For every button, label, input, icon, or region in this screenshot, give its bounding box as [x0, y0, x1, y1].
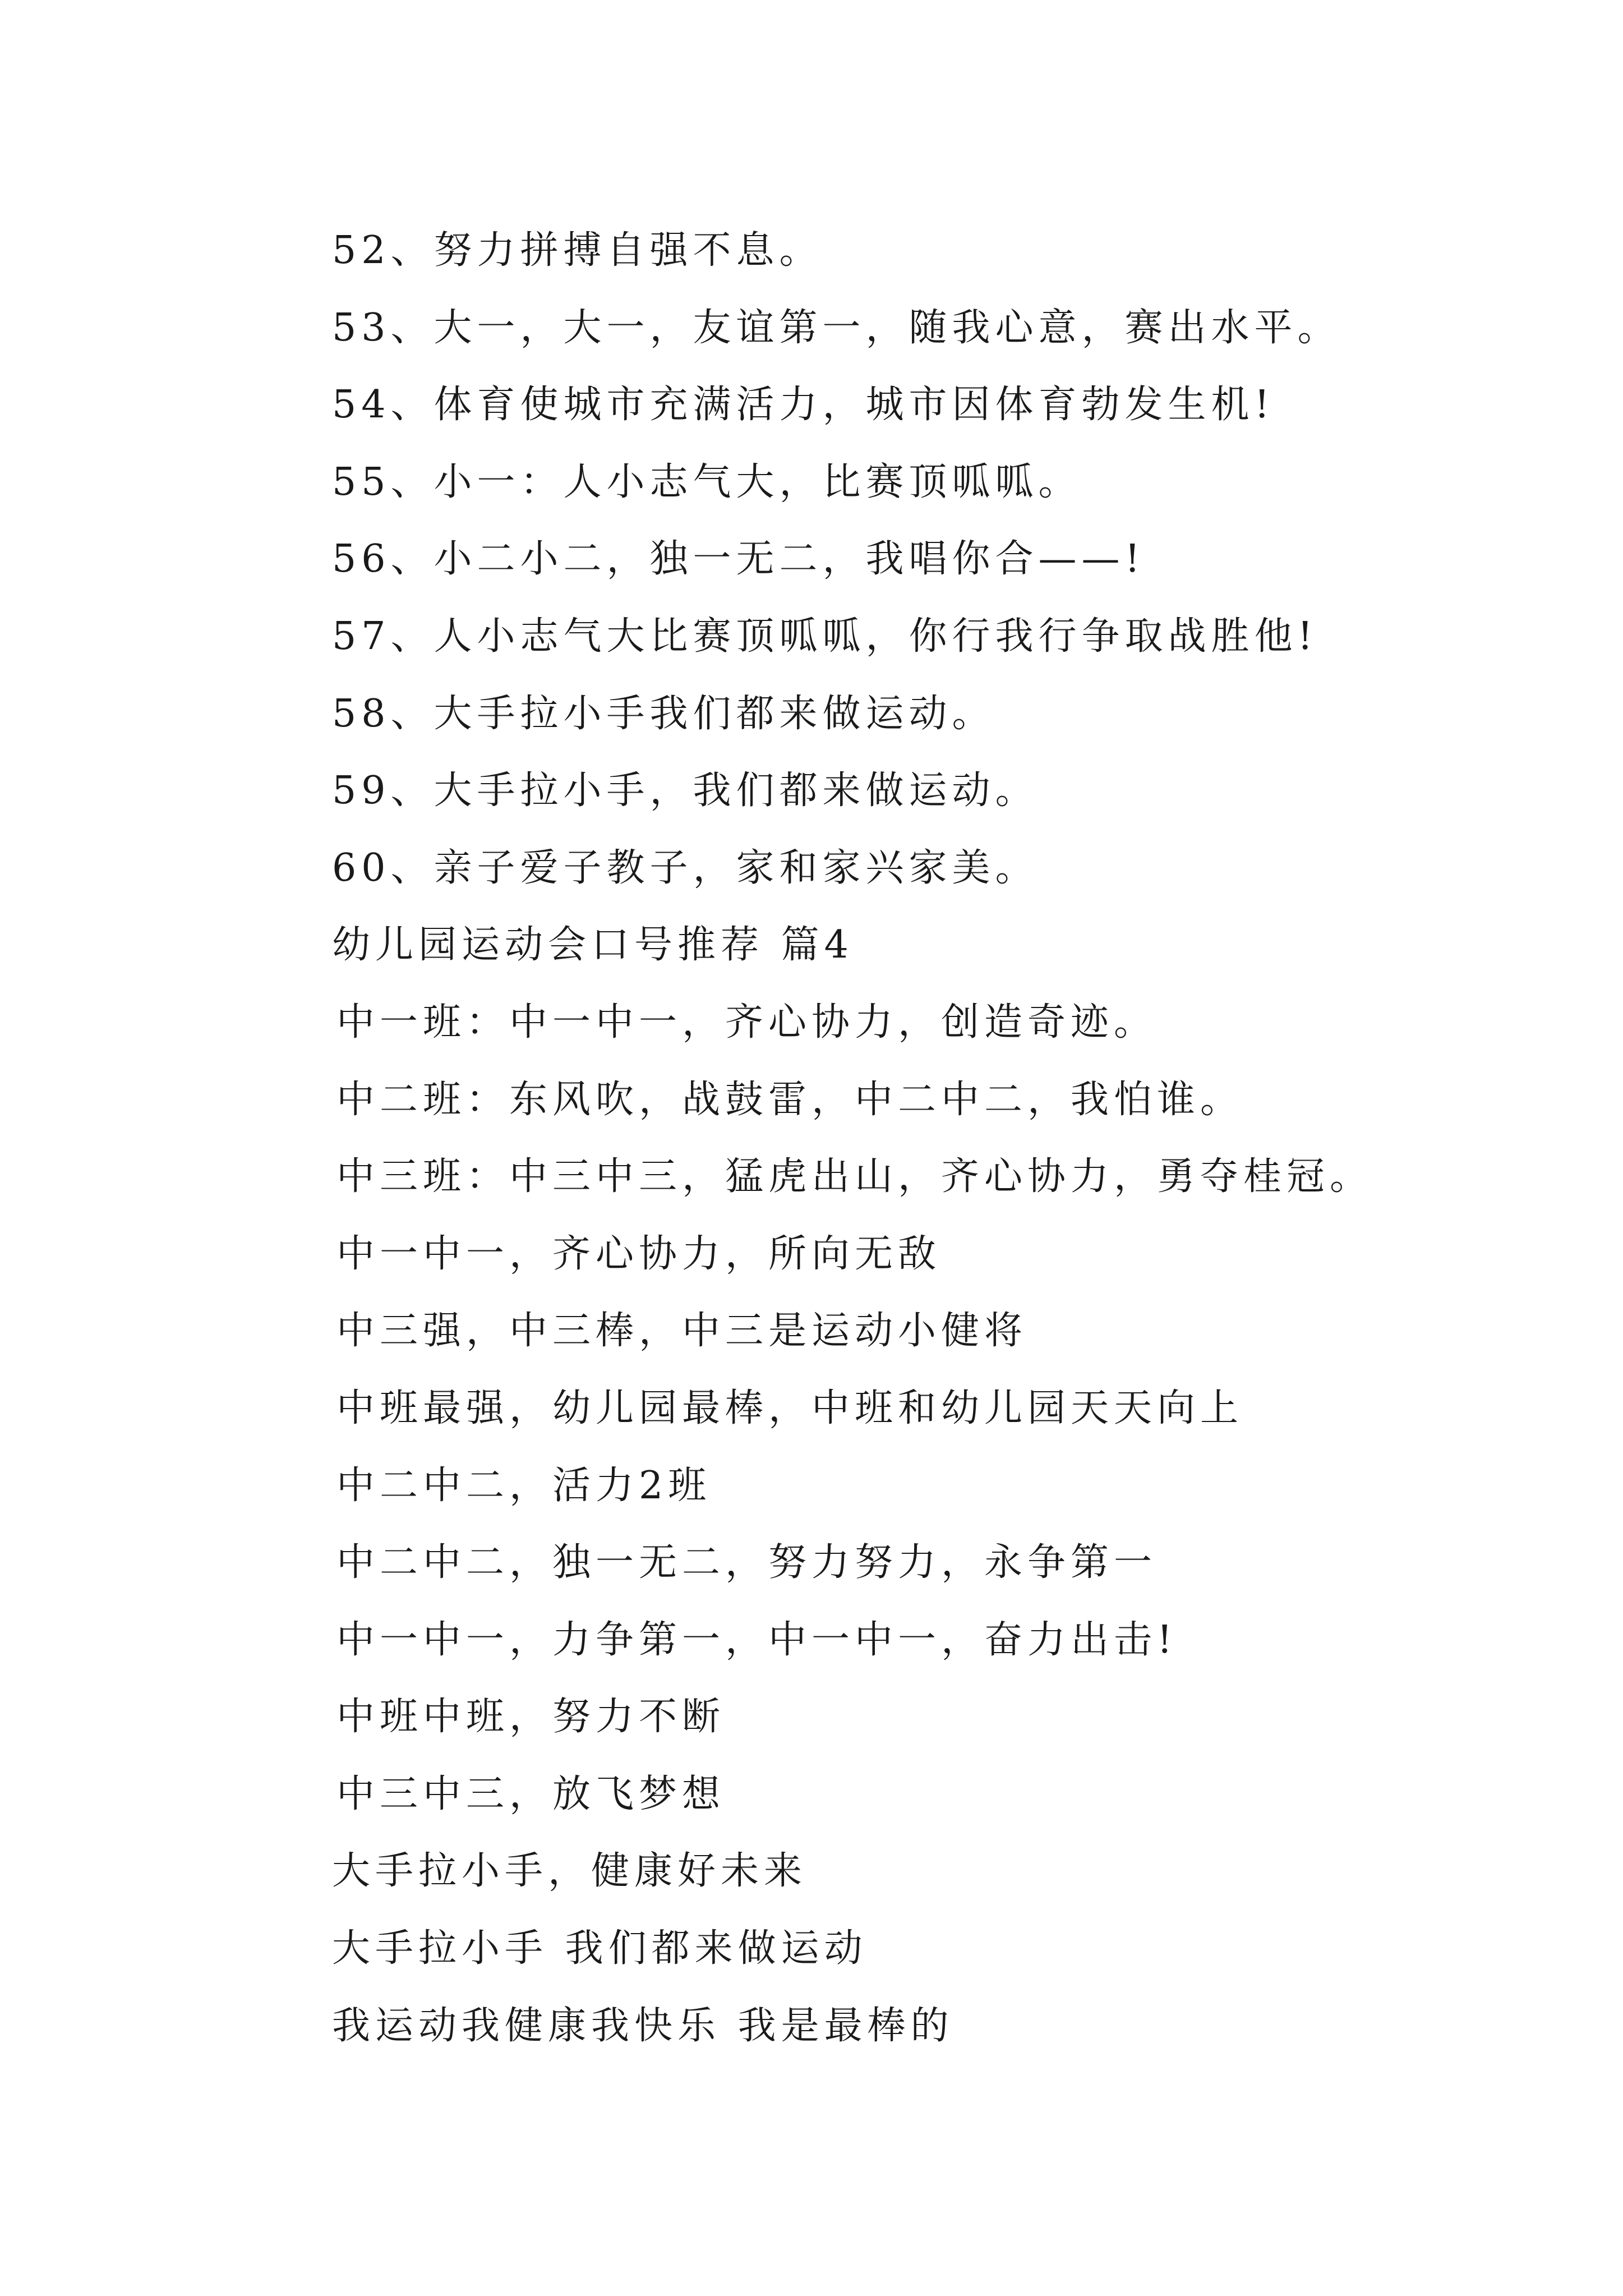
list-item: 大手拉小手，健康好未来: [332, 1849, 808, 1894]
list-item: 52、努力拼搏自强不息。: [332, 228, 823, 273]
list-item: 中二班：东风吹，战鼓雷，中二中二，我怕谁。: [336, 1077, 1244, 1122]
list-item: 中班中班，努力不断: [336, 1695, 726, 1740]
list-item: 60、亲子爱子教子，家和家兴家美。: [332, 845, 1039, 890]
list-item: 54、体育使城市充满活力，城市因体育勃发生机!: [332, 383, 1275, 427]
list-item: 中三强，中三棒，中三是运动小健将: [336, 1309, 1028, 1354]
list-item: 中一中一，力争第一，中一中一，奋力出击!: [336, 1617, 1178, 1662]
list-item: 中班最强，幼儿园最棒，中班和幼儿园天天向上: [336, 1386, 1244, 1430]
list-item: 大手拉小手 我们都来做运动: [332, 1926, 868, 1971]
list-item: 中三中三，放飞梦想: [336, 1772, 726, 1816]
list-item: 57、人小志气大比赛顶呱呱，你行我行争取战胜他!: [332, 614, 1318, 659]
list-item: 中一班：中一中一，齐心协力，创造奇迹。: [336, 1000, 1158, 1045]
list-item: 56、小二小二，独一无二，我唱你合——!: [332, 537, 1145, 582]
section-heading: 幼儿园运动会口号推荐 篇4: [332, 923, 854, 968]
list-item: 58、大手拉小手我们都来做运动。: [332, 691, 995, 736]
slogan-list: [332, 212, 1566, 2064]
list-item: 我运动我健康我快乐 我是最棒的: [332, 2003, 954, 2048]
list-item: 中二中二，独一无二，努力努力，永争第一: [336, 1540, 1158, 1585]
list-item: 53、大一，大一，友谊第一，随我心意，赛出水平。: [332, 305, 1341, 350]
list-item: 中二中二，活力2班: [336, 1463, 712, 1508]
list-item: 55、小一：人小志气大，比赛顶呱呱。: [332, 459, 1082, 504]
list-item: 中一中一，齐心协力，所向无敌: [336, 1231, 942, 1276]
list-item: 中三班：中三中三，猛虎出山，齐心协力，勇夺桂冠。: [336, 1154, 1373, 1199]
list-item: 59、大手拉小手，我们都来做运动。: [332, 769, 1039, 813]
